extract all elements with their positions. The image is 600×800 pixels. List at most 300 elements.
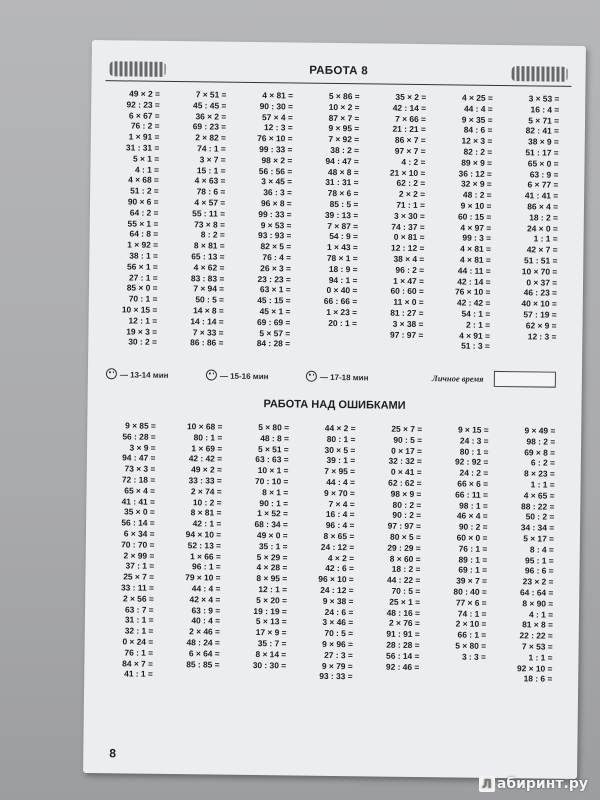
exercise-item: 70 : 10 = [255,476,289,487]
exercise-item: 21 × 10 = [389,167,426,178]
exercise-item: 65 × 4 = [124,485,156,496]
exercise-item [364,672,431,684]
exercise-item: 1 × 52 = [257,508,289,519]
exercise-item: 94 × 10 = [185,529,222,540]
exercise-item: 76 : 4 = [262,252,292,263]
exercise-item: 49 × 2 = [191,464,222,475]
exercise-item: 82 : 41 = [525,125,560,137]
exercise-item: 8 × 90 = [522,598,554,609]
exercise-item: 42 : 14 = [457,276,491,287]
exercise-item: 98 × 2 = [261,154,293,166]
exercise-column [498,425,568,685]
exercise-item: 22 : 22 = [519,630,553,641]
exercise-item: 50 : 2 = [525,511,555,523]
exercise-item: 73 × 3 = [124,463,156,474]
exercise-item: 99 : 33 = [259,144,293,155]
exercise-item: 6 × 64 = [188,647,220,659]
exercise-item [369,340,436,352]
exercise-item: 37 : 1 = [125,560,155,572]
exercise-item: 28 : 28 = [386,639,420,650]
exercise-item: 45 : 45 = [193,100,227,111]
exercise-item: 12 : 3 = [263,122,293,133]
exercise-item: 19 × 3 = [126,325,158,337]
exercise-item [302,328,369,340]
exercise-item: 4 : 1 = [529,608,554,620]
exercise-item: 93 : 33 = [319,671,353,682]
exercise-item: 51 : 2 = [130,185,159,196]
exercise-item: 89 : 1 = [458,554,488,565]
exercise-column [298,423,368,683]
exercise-item: 97 : 97 = [387,520,422,532]
exercise-item: 44 : 22 = [386,574,421,586]
exercise-item: 10 × 1 = [257,465,289,476]
exercise-item: 15 : 1 = [196,164,226,176]
exercise-item: 35 × 2 = [395,91,427,103]
exercise-item: 3 × 7 = [199,154,226,165]
exercise-item: 56 : 14 = [386,650,420,661]
exercise-item: 25 × 7 = [391,423,423,435]
exercise-item: 84 : 28 = [256,338,291,349]
exercise-item: 8 : 2 = [200,229,225,240]
exercise-item: 5 × 13 = [255,616,287,627]
exercise-item: 63 : 63 = [255,454,289,465]
exercise-item: 7 × 94 = [193,283,225,294]
exercise-item: 77 × 6 = [455,597,487,608]
exercise-item: 88 : 22 = [521,500,555,512]
exercise-item: 1 × 69 = [191,442,223,454]
exercise-item: 56 × 1 = [127,261,158,272]
exercise-item: 8 × 65 = [323,530,355,542]
exercise-item: 82 × 5 = [260,241,292,252]
exercise-item: 3 × 9 = [129,442,156,453]
exercise-item: 60 : 15 = [457,211,492,222]
exercise-item: 11 × 0 = [393,296,424,308]
exercise-item: 69 : 23 = [192,121,227,133]
exercise-item: 8 × 14 = [255,648,287,660]
exercise-item: 90 : 2 = [392,510,422,521]
exercise-item: 8 × 81 = [193,240,225,251]
exercise-item: 96 : 6 = [524,565,554,577]
exercise-item: 1 × 23 = [326,306,358,318]
exercise-item: 69 × 8 = [524,446,556,458]
exercise-column [431,424,501,684]
exercise-item: 46 : 23 = [523,287,558,299]
exercise-item: 36 : 12 = [458,168,492,179]
exercise-item: 9 × 35 = [461,114,493,125]
exercise-item: 2 × 46 = [189,626,220,637]
exercise-item: 65 × 0 = [527,158,559,169]
exercise-item: 65 : 13 = [191,251,225,262]
exercise-item: 8 : 4 = [529,544,554,555]
exercise-item [231,670,298,682]
exercise-item: 30 : 2 = [128,336,157,348]
exercise-item: 63 : 7 = [124,603,154,615]
exercise-item: 90 : 2 = [458,521,488,533]
exercise-item: 51 : 17 = [525,147,559,158]
exercise-item: 24 : 6 = [324,606,354,617]
exercise-item: 99 : 33 = [258,208,292,220]
exercise-item: 92 : 92 = [454,456,489,468]
exercise-item: 19 : 19 = [253,605,287,616]
exercise-item: 42 × 4 = [189,593,221,605]
time-ok [206,369,269,381]
exercise-item: 48 × 8 = [327,166,359,177]
exercise-item: 3 × 45 = [261,176,293,187]
exercise-column [302,91,372,351]
exercise-item: 25 × 1 = [389,596,421,607]
exercise-item: 36 : 3 = [263,187,292,198]
exercise-item: 4 × 28 = [256,562,288,573]
exercise-item: 9 × 49 = [524,425,556,436]
exercise-item: 5 × 57 = [259,327,291,338]
exercise-item: 31 : 31 = [325,177,359,188]
exercise-item: 32 : 32 = [388,456,422,467]
time-good [106,368,169,380]
exercise-item: 86 : 86 = [190,337,224,348]
exercise-column [102,88,172,348]
personal-time-box[interactable] [494,371,556,388]
exercise-item: 69 : 1 = [458,564,488,576]
exercise-item: 56 : 56 = [258,165,293,177]
exercise-item: 1 × 91 = [128,131,160,143]
exercise-item: 57 × 4 = [261,111,293,123]
exercise-item: 4 × 68 = [128,174,159,186]
exercise-item: 71 : 1 = [396,199,425,211]
exercise-item: 42 : 42 = [456,297,491,309]
exercise-item: 16 : 4 = [325,509,355,520]
exercise-item: 6 × 77 = [527,179,559,191]
exercise-item: 4 × 97 = [460,222,492,233]
exercise-item: 24 : 3 = [459,435,489,446]
exercise-item: 62 × 9 = [525,320,557,331]
exercise-item: 24 × 0 = [526,222,558,234]
exercise-item: 62 : 2 = [396,178,426,189]
exercise-item: 16 : 4 = [530,104,560,115]
work8-exercise-grid [102,88,571,353]
exercise-item: 0 × 17 = [391,445,422,456]
exercise-item: 2 × 2 = [398,188,426,200]
exercise-item: 1 × 66 = [190,550,221,562]
exercise-item: 4 : 2 = [401,156,426,167]
exercise-item: 1 × 47 = [393,275,425,286]
exercise-item: 42 × 7 = [526,244,558,255]
exercise-item: 66 : 11 = [455,489,489,500]
exercise-item: 5 × 86 = [328,90,360,102]
exercise-item: 64 : 64 = [519,587,554,598]
exercise-item: 9 × 15 = [457,424,489,435]
exercise-item: 18 : 6 = [523,673,553,684]
exercise-item: 25 × 7 = [123,571,155,582]
exercise-item: 85 × 0 = [126,282,158,294]
exercise-item: 7 × 4 = [328,498,355,509]
exercise-item: 70 : 5 = [391,585,421,597]
exercise-column [165,421,235,681]
workbook-page [83,40,586,779]
exercise-item: 83 : 83 = [190,272,225,284]
exercise-item: 30 : 30 = [252,659,287,670]
exercise-item: 7 × 51 = [195,89,227,100]
exercise-item: 2 × 99 = [123,549,155,561]
exercise-item: 96 : 1 = [192,561,221,572]
exercise-item: 94 : 1 = [328,274,358,285]
page-number: 8 [109,746,117,761]
errors-section-title: РАБОТА НАД ОШИБКАМИ [263,398,406,412]
exercise-item: 82 : 2 = [463,146,493,157]
exercise-item: 91 : 91 = [386,628,420,640]
exercise-item: 5 × 80 = [455,640,487,651]
exercise-item: 45 : 15 = [257,295,291,306]
exercise-item: 0 × 81 = [393,232,425,243]
exercise-item: 4 × 81 = [460,243,492,255]
exercise-item [502,341,569,353]
exercise-item: 51 : 3 = [461,340,490,352]
exercise-item: 87 × 7 = [328,112,360,123]
exercise-item: 10 × 68 = [186,421,223,432]
exercise-item: 92 : 46 = [385,661,420,672]
exercise-item: 76 × 10 = [454,286,491,298]
exercise-item: 56 : 28 = [122,431,156,442]
exercise-item: 23 : 23 = [257,273,291,284]
exercise-item: 10 × 2 = [328,101,360,113]
exercise-item: 72 : 18 = [121,474,156,485]
exercise-item: 98 × 9 = [390,488,422,499]
time-legend [102,366,568,388]
page-title: РАБОТА 8 [309,64,369,78]
exercise-item: 9 × 96 = [322,638,354,650]
exercise-item: 48 : 2 = [462,189,492,201]
exercise-item: 24 : 2 = [459,467,489,479]
watermark-text: абиринт.ру [496,776,588,792]
exercise-item: 1 : 1 = [530,479,555,490]
exercise-item [302,339,369,351]
exercise-item: 66 : 66 = [323,295,358,307]
exercise-item: 7 × 33 = [192,326,224,338]
exercise-item: 56 : 14 = [121,517,155,528]
exercise-item: 92 : 23 = [126,99,160,110]
exercise-item [431,673,498,685]
exercise-column [231,422,301,682]
exercise-item: 33 : 11 = [120,582,154,593]
labirint-logo-icon: Л [479,776,495,792]
time-ok-label: — 15-16 мин [219,371,269,382]
exercise-item: 31 : 31 = [125,142,160,153]
exercise-item: 80 : 40 = [453,586,487,597]
exercise-item: 96 × 8 = [260,198,292,209]
exercise-item: 0 × 40 = [326,285,358,296]
exercise-item: 5 × 51 = [257,443,289,455]
exercise-item: 8 × 23 = [523,468,555,479]
exercise-item: 9 × 70 = [323,487,355,499]
exercise-item: 2 × 76 = [388,618,420,629]
exercise-item: 64 : 8 = [129,228,159,240]
exercise-item: 30 × 5 = [324,444,356,455]
exercise-item: 48 : 8 = [260,432,289,444]
smile-face-icon [106,368,117,379]
exercise-item: 93 : 93 = [258,230,292,241]
exercise-item: 5 × 29 = [256,551,288,562]
exercise-item: 46 × 4 = [456,510,488,522]
exercise-item: 94 : 47 = [325,155,359,167]
exercise-item: 78 × 1 = [326,252,358,264]
exercise-item: 0 × 37 = [526,276,558,288]
exercise-item: 1 × 43 = [326,242,358,253]
exercise-item: 50 : 5 = [195,294,225,305]
exercise-item: 70 : 5 = [324,628,354,639]
page-header [105,58,571,87]
exercise-item: 54 : 9 = [329,231,358,242]
exercise-item: 12 : 1 = [258,584,288,595]
exercise-item: 9 × 10 = [460,200,492,211]
exercise-item: 4 × 2 = [327,552,355,563]
exercise-item: 90 : 5 = [393,434,423,445]
exercise-item: 48 : 24 = [186,637,220,648]
exercise-item: 96 : 2 = [395,264,425,275]
exercise-item: 96 : 4 = [325,520,355,531]
exercise-item: 42 : 1 = [192,518,222,529]
exercise-item: 54 : 1 = [461,308,491,319]
exercise-item: 55 × 1 = [127,218,159,229]
exercise-item: 80 × 5 = [390,531,421,543]
exercise-item: 10 × 15 = [121,304,158,315]
exercise-item: 3 × 38 = [392,318,424,329]
exercise-item: 18 : 2 = [391,564,421,575]
exercise-item: 97 × 7 = [394,145,426,157]
exercise-item: 63 × 1 = [259,284,291,295]
exercise-item: 76 × 10 = [257,133,293,144]
exercise-item: 94 : 47 = [122,452,156,464]
exercise-item: 1 : 1 = [528,652,553,663]
exercise-item: 9 × 53 = [260,219,292,231]
exercise-item: 70 : 70 = [121,539,155,550]
exercise-item: 17 × 9 = [255,627,287,638]
exercise-item: 2 × 82 = [195,132,227,143]
exercise-item: 39 × 7 = [456,575,487,587]
exercise-item: 9 × 79 = [321,660,353,671]
exercise-item: 4 × 57 = [194,197,226,208]
exercise-item: 1 : 1 = [533,233,558,245]
exercise-item: 4 × 81 = [262,90,294,101]
exercise-column [435,92,505,352]
exercise-item: 55 : 11 = [192,208,226,219]
exercise-item: 89 × 9 = [461,157,493,168]
exercise-item: 4 × 81 = [460,254,491,265]
exercise-item: 74 : 1 = [197,143,226,154]
exercise-item: 40 × 10 = [521,298,557,309]
exercise-item: 14 × 8 = [193,305,224,316]
exercise-item: 21 : 21 = [392,124,426,135]
exercise-item: 27 : 3 = [324,649,353,660]
exercise-item: 7 × 87 = [327,220,359,231]
exercise-item: 66 : 1 = [457,629,487,641]
exercise-item: 35 : 1 = [258,540,288,552]
exercise-item: 4 × 65 = [523,490,555,501]
series-logo-right [512,66,568,82]
exercise-item: 40 : 4 = [191,615,221,626]
exercise-item: 8 × 81 = [190,507,222,518]
exercise-item: 44 : 4 = [463,103,493,114]
exercise-item [165,669,232,681]
exercise-item: 81 × 8 = [522,619,553,631]
exercise-item: 64 : 2 = [129,207,159,218]
exercise-item: 42 : 14 = [392,102,427,113]
exercise-item: 85 : 85 = [186,658,220,670]
exercise-item: 6 : 2 = [530,457,555,469]
exercise-item: 5 × 71 = [528,114,560,126]
exercise-item: 60 : 60 = [390,286,424,297]
exercise-item: 0 × 41 = [390,466,422,478]
exercise-item: 6 × 67 = [128,110,160,121]
time-good-label: — 13-14 мин [119,370,169,380]
sad-face-icon [306,371,317,382]
exercise-column [235,90,305,350]
exercise-item: 2 : 1 = [465,319,491,330]
exercise-item: 84 × 7 = [122,657,154,669]
exercise-item: 86 × 4 = [527,201,559,212]
exercise-item: 2 × 74 = [190,486,222,497]
exercise-item: 48 : 16 = [386,607,420,618]
exercise-item: 98 : 2 = [526,436,556,447]
exercise-column [98,420,168,680]
exercise-column [502,93,572,353]
exercise-item: 80 : 2 = [392,499,422,510]
exercise-item: 24 : 12 = [320,541,355,553]
exercise-item: 7 × 53 = [521,641,553,652]
exercise-item: 38 × 4 = [393,253,425,265]
exercise-item: 62 : 62 = [388,477,422,489]
exercise-item: 7 × 95 = [324,466,356,477]
exercise-item: 2 × 10 = [455,618,487,630]
exercise-item: 5 × 1 = [132,153,160,164]
exercise-item: 41 : 41 = [524,190,559,201]
exercise-item: 3 × 46 = [322,617,354,628]
exercise-item: 24 : 12 = [320,584,354,596]
exercise-item: 18 : 2 = [529,212,558,223]
exercise-item: 74 : 1 = [457,608,487,619]
exercise-item: 9 × 85 = [125,420,156,431]
watermark [479,776,588,792]
exercise-item: 44 × 2 = [324,422,356,434]
exercise-item: 29 : 29 = [387,542,421,553]
exercise-item: 57 : 19 = [523,309,557,320]
exercise-item: 90 : 30 = [259,100,294,112]
exercise-item: 5 × 17 = [523,533,555,544]
exercise-item: 3 × 30 = [393,210,425,221]
exercise-item: 20 : 1 = [328,317,357,328]
exercise-item: 10 : 2 = [192,496,222,508]
exercise-item: 80 : 1 = [326,433,356,445]
exercise-item: 49 × 2 = [129,88,160,99]
exercise-item: 35 : 7 = [257,638,287,649]
exercise-item: 12 : 3 = [527,330,557,342]
exercise-item: 35 × 0 = [124,506,155,518]
exercise-item: 98 : 1 = [459,500,488,511]
exercise-item: 34 : 34 = [520,522,555,533]
exercise-item: 42 : 6 = [325,563,354,574]
exercise-item: 76 : 1 = [458,543,488,554]
exercise-item: 63 : 9 = [191,604,221,616]
exercise-column [369,91,439,351]
exercise-item: 80 : 1 = [193,432,223,443]
exercise-item: 32 × 9 = [460,178,492,190]
exercise-item: 66 × 6 = [457,478,489,489]
exercise-item: 8 × 95 = [256,573,288,584]
exercise-item: 9 × 38 = [322,595,354,606]
exercise-item: 68 : 34 = [254,519,288,530]
exercise-item: 90 : 1 = [259,497,289,509]
exercise-item: 44 : 4 = [191,583,221,594]
exercise-item: 90 × 6 = [127,196,159,207]
exercise-item: 8 × 60 = [389,553,421,564]
